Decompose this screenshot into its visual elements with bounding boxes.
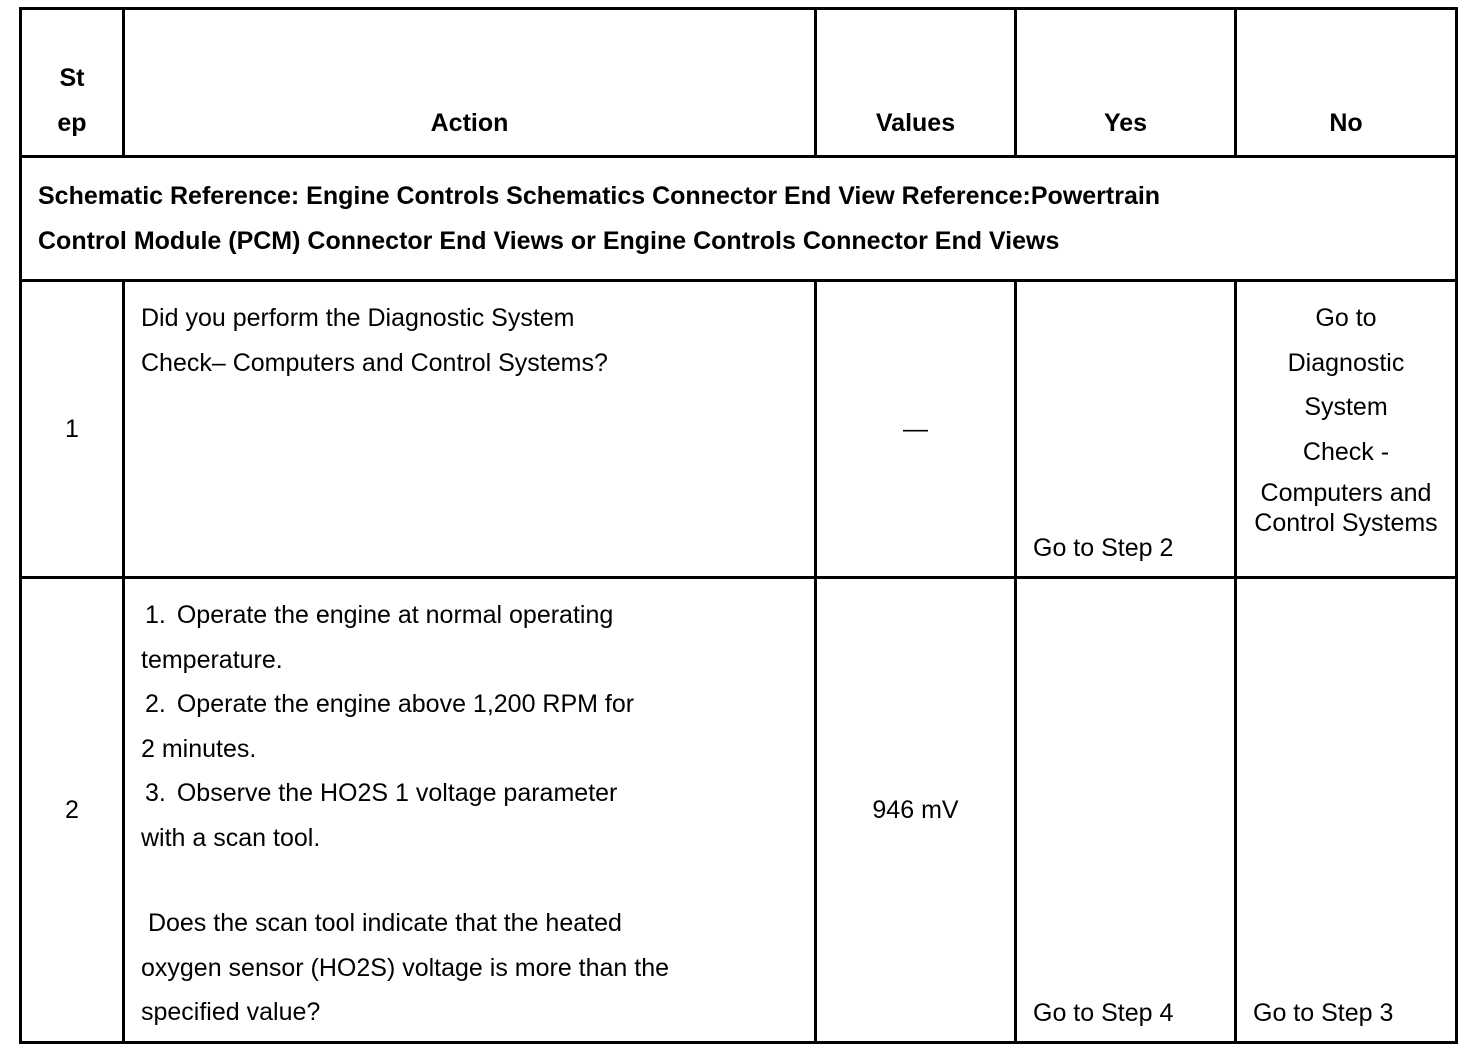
action-list-item (141, 682, 798, 727)
item-number: 2. (145, 690, 166, 718)
action-line: Did you perform the Diagnostic System (141, 304, 575, 332)
diagnostic-table (19, 7, 1458, 1044)
values-header: Values (816, 9, 1016, 157)
question-line: oxygen sensor (HO2S) voltage is more than the (141, 953, 670, 982)
item-text: Operate the engine at normal operating (176, 601, 614, 629)
item-number: 3. (145, 779, 166, 807)
item-text-continued: 2 minutes. (141, 734, 257, 763)
question-line: Does the scan tool indicate that the heated (141, 909, 622, 937)
yes-cell: Go to Step 4 (1016, 578, 1236, 1043)
step-number: 1 (21, 281, 124, 578)
item-text: Operate the engine above 1,200 RPM for (176, 690, 635, 718)
item-text-continued: temperature. (141, 645, 283, 674)
action-header: Action (124, 9, 816, 157)
item-text: Observe the HO2S 1 voltage parameter (176, 779, 618, 807)
no-line: Go to (1315, 304, 1377, 332)
header-row (21, 9, 1457, 157)
question-line: specified value? (141, 998, 321, 1026)
no-cell (1236, 281, 1457, 578)
table-row-step-2 (21, 578, 1457, 1043)
no-line: System (1304, 393, 1388, 421)
action-line: Check– Computers and Control Systems? (141, 348, 608, 377)
action-cell (124, 578, 816, 1043)
item-text-continued: with a scan tool. (141, 823, 321, 852)
action-cell (124, 281, 816, 578)
yes-cell: Go to Step 2 (1016, 281, 1236, 578)
step-header-line2: ep (57, 108, 87, 137)
step-number: 2 (21, 578, 124, 1043)
no-line: Check - (1302, 437, 1390, 466)
table-row-step-1 (21, 281, 1457, 578)
step-header (21, 9, 124, 157)
value-cell (816, 281, 1016, 578)
no-line: Diagnostic (1287, 348, 1405, 377)
reference-line-1: Schematic Reference: Engine Controls Schematics Connector End View Reference:Powertrain (38, 182, 1161, 210)
item-number: 1. (145, 601, 166, 629)
value-dash: — (903, 414, 928, 443)
value-cell: 946 mV (816, 578, 1016, 1043)
no-line: Control Systems (1254, 509, 1438, 537)
no-line: Computers and (1260, 479, 1432, 507)
schematic-reference (21, 157, 1457, 281)
reference-row (21, 157, 1457, 281)
no-cell: Go to Step 3 (1236, 578, 1457, 1043)
reference-line-2: Control Module (PCM) Connector End Views or Engine Controls Connector End Views (38, 226, 1060, 255)
yes-header: Yes (1016, 9, 1236, 157)
no-header: No (1236, 9, 1457, 157)
action-list-item (141, 593, 798, 638)
action-list-item (141, 771, 798, 816)
step-header-line1: St (59, 64, 85, 92)
